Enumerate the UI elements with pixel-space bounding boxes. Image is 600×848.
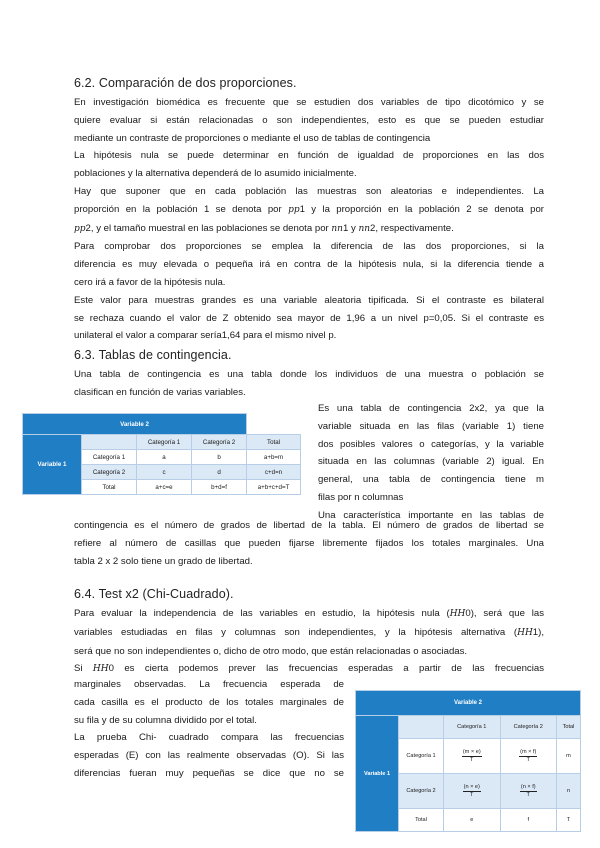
text-line: Es una tabla de contingencia 2x2, ya que la — [318, 403, 544, 414]
table-cell: a+b+c+d=T — [247, 480, 301, 495]
paragraph-6-3-degrees — [74, 517, 544, 570]
text-line: tabla 2 x 2 solo tiene un grado de libertad. — [74, 555, 253, 567]
text-line: dos posibles valores o categorías, y la variable — [318, 438, 544, 450]
fraction-denominator: T — [526, 756, 530, 763]
table-row-label: Categoría 1 — [399, 739, 444, 774]
text: 2, y el tamaño muestral en las poblaciones se denota por — [85, 222, 332, 234]
text-line — [74, 624, 544, 643]
text: proporción en la población 1 se denota por — [74, 203, 289, 215]
paragraph-6-4-side — [74, 676, 344, 783]
text-line: La hipótesis nula se puede determinar en función de igualdad de proporciones en las dos — [74, 150, 544, 162]
table-cell-empty — [82, 435, 137, 450]
table-cell: c — [137, 465, 192, 480]
text-line: situada en las columnas (variable 2) igual. En — [318, 456, 544, 468]
table-col-header: Categoría 2 — [192, 435, 247, 450]
table-row-label: Categoría 2 — [399, 774, 444, 809]
text-line: diferencias fueran muy pequeñas se dice que no se — [74, 767, 344, 779]
text: 1), — [532, 626, 544, 638]
text: Para evaluar la independencia de las variables en estudio, la hipótesis nula ( — [74, 608, 450, 619]
table-cell-formula — [500, 739, 557, 774]
section-title-6-2: 6.2. Comparación de dos proporciones. — [74, 76, 297, 90]
table-header-variable-2: Variable 2 — [356, 691, 581, 716]
text: variables estudiadas en filas y columnas son independientes, y la hipótesis alternativa ( — [74, 626, 518, 638]
fraction — [520, 784, 537, 799]
table-cell-formula — [500, 774, 557, 809]
text-line: refiere al número de casillas que pueden fijarse libremente fijados los totales marginales. Una — [74, 537, 544, 549]
math-symbol: pp — [288, 204, 300, 215]
table-header-variable-1: Variable 1 — [23, 435, 82, 495]
text-line: se rechaza cuando el valor de Z obtenido sea mayor de 1,96 a un nivel p=0,05. Si el contraste es — [74, 312, 544, 324]
table-cell: e — [444, 809, 501, 832]
text-line: Para comprobar dos proporciones se emplea la diferencia de las dos proporciones, si la — [74, 241, 544, 253]
paragraph-6-2-intro — [74, 94, 544, 345]
text-line: será que no son independientes o, dicho de otro modo, que están relacionadas o asociadas. — [74, 645, 468, 657]
math-symbol: HH — [517, 627, 533, 638]
math-symbol: nn — [331, 223, 343, 234]
table-header-variable-1: Variable 1 — [356, 716, 399, 832]
text: 1 y — [342, 222, 359, 234]
table-cell: b — [192, 450, 247, 465]
text-line: mediante un contraste de proporciones o mediante el uso de tablas de contingencia — [74, 132, 431, 144]
fraction — [519, 749, 537, 764]
text-line: En investigación biomédica es frecuente que se estudien dos variables de tipo dicotómico y se — [74, 97, 544, 108]
text: Si — [74, 663, 93, 675]
fraction-numerator: (m × f) — [520, 748, 537, 755]
fraction-numerator: (n × e) — [463, 783, 480, 790]
table-cell: a+c=e — [137, 480, 192, 495]
fraction — [462, 749, 482, 764]
fraction-denominator: T — [470, 756, 474, 763]
text-line: quiere evaluar si están relacionadas o son independientes, esto es que se pueden estudiar — [74, 114, 544, 126]
table-cell: f — [500, 809, 557, 832]
text-line: general, una tabla de contingencia tiene m — [318, 474, 544, 486]
table-header-variable-2: Variable 2 — [23, 414, 247, 435]
table-row-label: Categoría 2 — [82, 465, 137, 480]
math-symbol: HH — [92, 664, 109, 675]
paragraph-6-4-intro — [74, 605, 544, 679]
text: 0), será que las — [465, 608, 544, 619]
text: 0 es cierta podemos prever las frecuencias esperadas a partir de las frecuencias — [108, 663, 544, 675]
expected-frequency-table — [355, 690, 581, 832]
table-cell: n — [557, 774, 581, 809]
section-title-6-4: 6.4. Test x2 (Chi-Cuadrado). — [74, 587, 234, 601]
table-cell: a+b=m — [247, 450, 301, 465]
table-cell-empty — [399, 716, 444, 739]
table-row-label: Total — [399, 809, 444, 832]
fraction-numerator: (n × f) — [520, 783, 536, 790]
fraction-denominator: T — [470, 791, 474, 798]
text: 1 y la proporción en la población 2 se denota por — [299, 203, 544, 215]
text-line: variable situada en las filas (variable 1) tiene — [318, 420, 544, 432]
text-line: diferencia es muy elevada o pequeña irá en contra de la hipótesis nula, si la diferencia tiende a — [74, 259, 544, 271]
text-line — [74, 201, 544, 220]
fraction — [463, 784, 481, 799]
fraction-numerator: (m × e) — [462, 748, 481, 755]
table-cell: c+d=n — [247, 465, 301, 480]
text-line: clasifican en función de varias variables. — [74, 386, 246, 398]
text: 2, respectivamente. — [370, 222, 454, 234]
text-line: unilateral el valor a comparar sería1,64 para el mismo nivel p. — [74, 330, 337, 342]
table-col-header: Categoría 1 — [444, 716, 501, 739]
text-line: La prueba Chi- cuadrado compara las frecuencias — [74, 732, 344, 744]
table-cell: d — [192, 465, 247, 480]
text-line: su fila y de su columna dividido por el total. — [74, 714, 257, 726]
math-symbol: nn — [358, 223, 371, 234]
table-cell-formula — [444, 774, 501, 809]
table-cell: b+d=f — [192, 480, 247, 495]
fraction-denominator: T — [526, 791, 530, 798]
text-line: filas por n columnas — [318, 491, 404, 503]
text-line: esperadas (E) con las realmente observadas (O). Si las — [74, 750, 344, 762]
text-line — [74, 220, 544, 239]
text-line: contingencia es el número de grados de libertad de la tabla. El número de grados de libertad se — [74, 520, 544, 531]
text-line: Hay que suponer que en cada población las muestras son aleatorias e independientes. La — [74, 185, 544, 197]
text-line: Una característica importante en las tablas de — [318, 509, 544, 521]
table-col-header: Categoría 2 — [500, 716, 557, 739]
table-col-header: Categoría 1 — [137, 435, 192, 450]
table-col-header: Total — [557, 716, 581, 739]
table-cell: m — [557, 739, 581, 774]
section-title-6-3: 6.3. Tablas de contingencia. — [74, 348, 232, 362]
table-row-label: Total — [82, 480, 137, 495]
text-line: marginales observadas. La frecuencia esperada de — [74, 679, 344, 690]
table-cell: T — [557, 809, 581, 832]
paragraph-6-3-intro — [74, 366, 544, 402]
text-line: poblaciones y la alternativa dependerá de lo asumido inicialmente. — [74, 168, 357, 180]
table-cell-formula — [444, 739, 501, 774]
table-row-label: Categoría 1 — [82, 450, 137, 465]
text-line: cero irá a favor de la hipótesis nula. — [74, 276, 226, 288]
paragraph-6-3-side — [318, 400, 544, 525]
contingency-table-2x2 — [22, 413, 301, 495]
math-symbol: HH — [449, 609, 466, 619]
table-col-header: Total — [247, 435, 301, 450]
math-symbol: pp — [74, 223, 86, 234]
text-line: Una tabla de contingencia es una tabla donde los individuos de una muestra o población se — [74, 369, 544, 380]
text-line: cada casilla es el producto de los totales marginales de — [74, 696, 344, 708]
text-line — [74, 605, 544, 624]
table-cell: a — [137, 450, 192, 465]
text-line: Este valor para muestras grandes es una variable aleatoria tipificada. Si el contraste es bilateral — [74, 294, 544, 306]
